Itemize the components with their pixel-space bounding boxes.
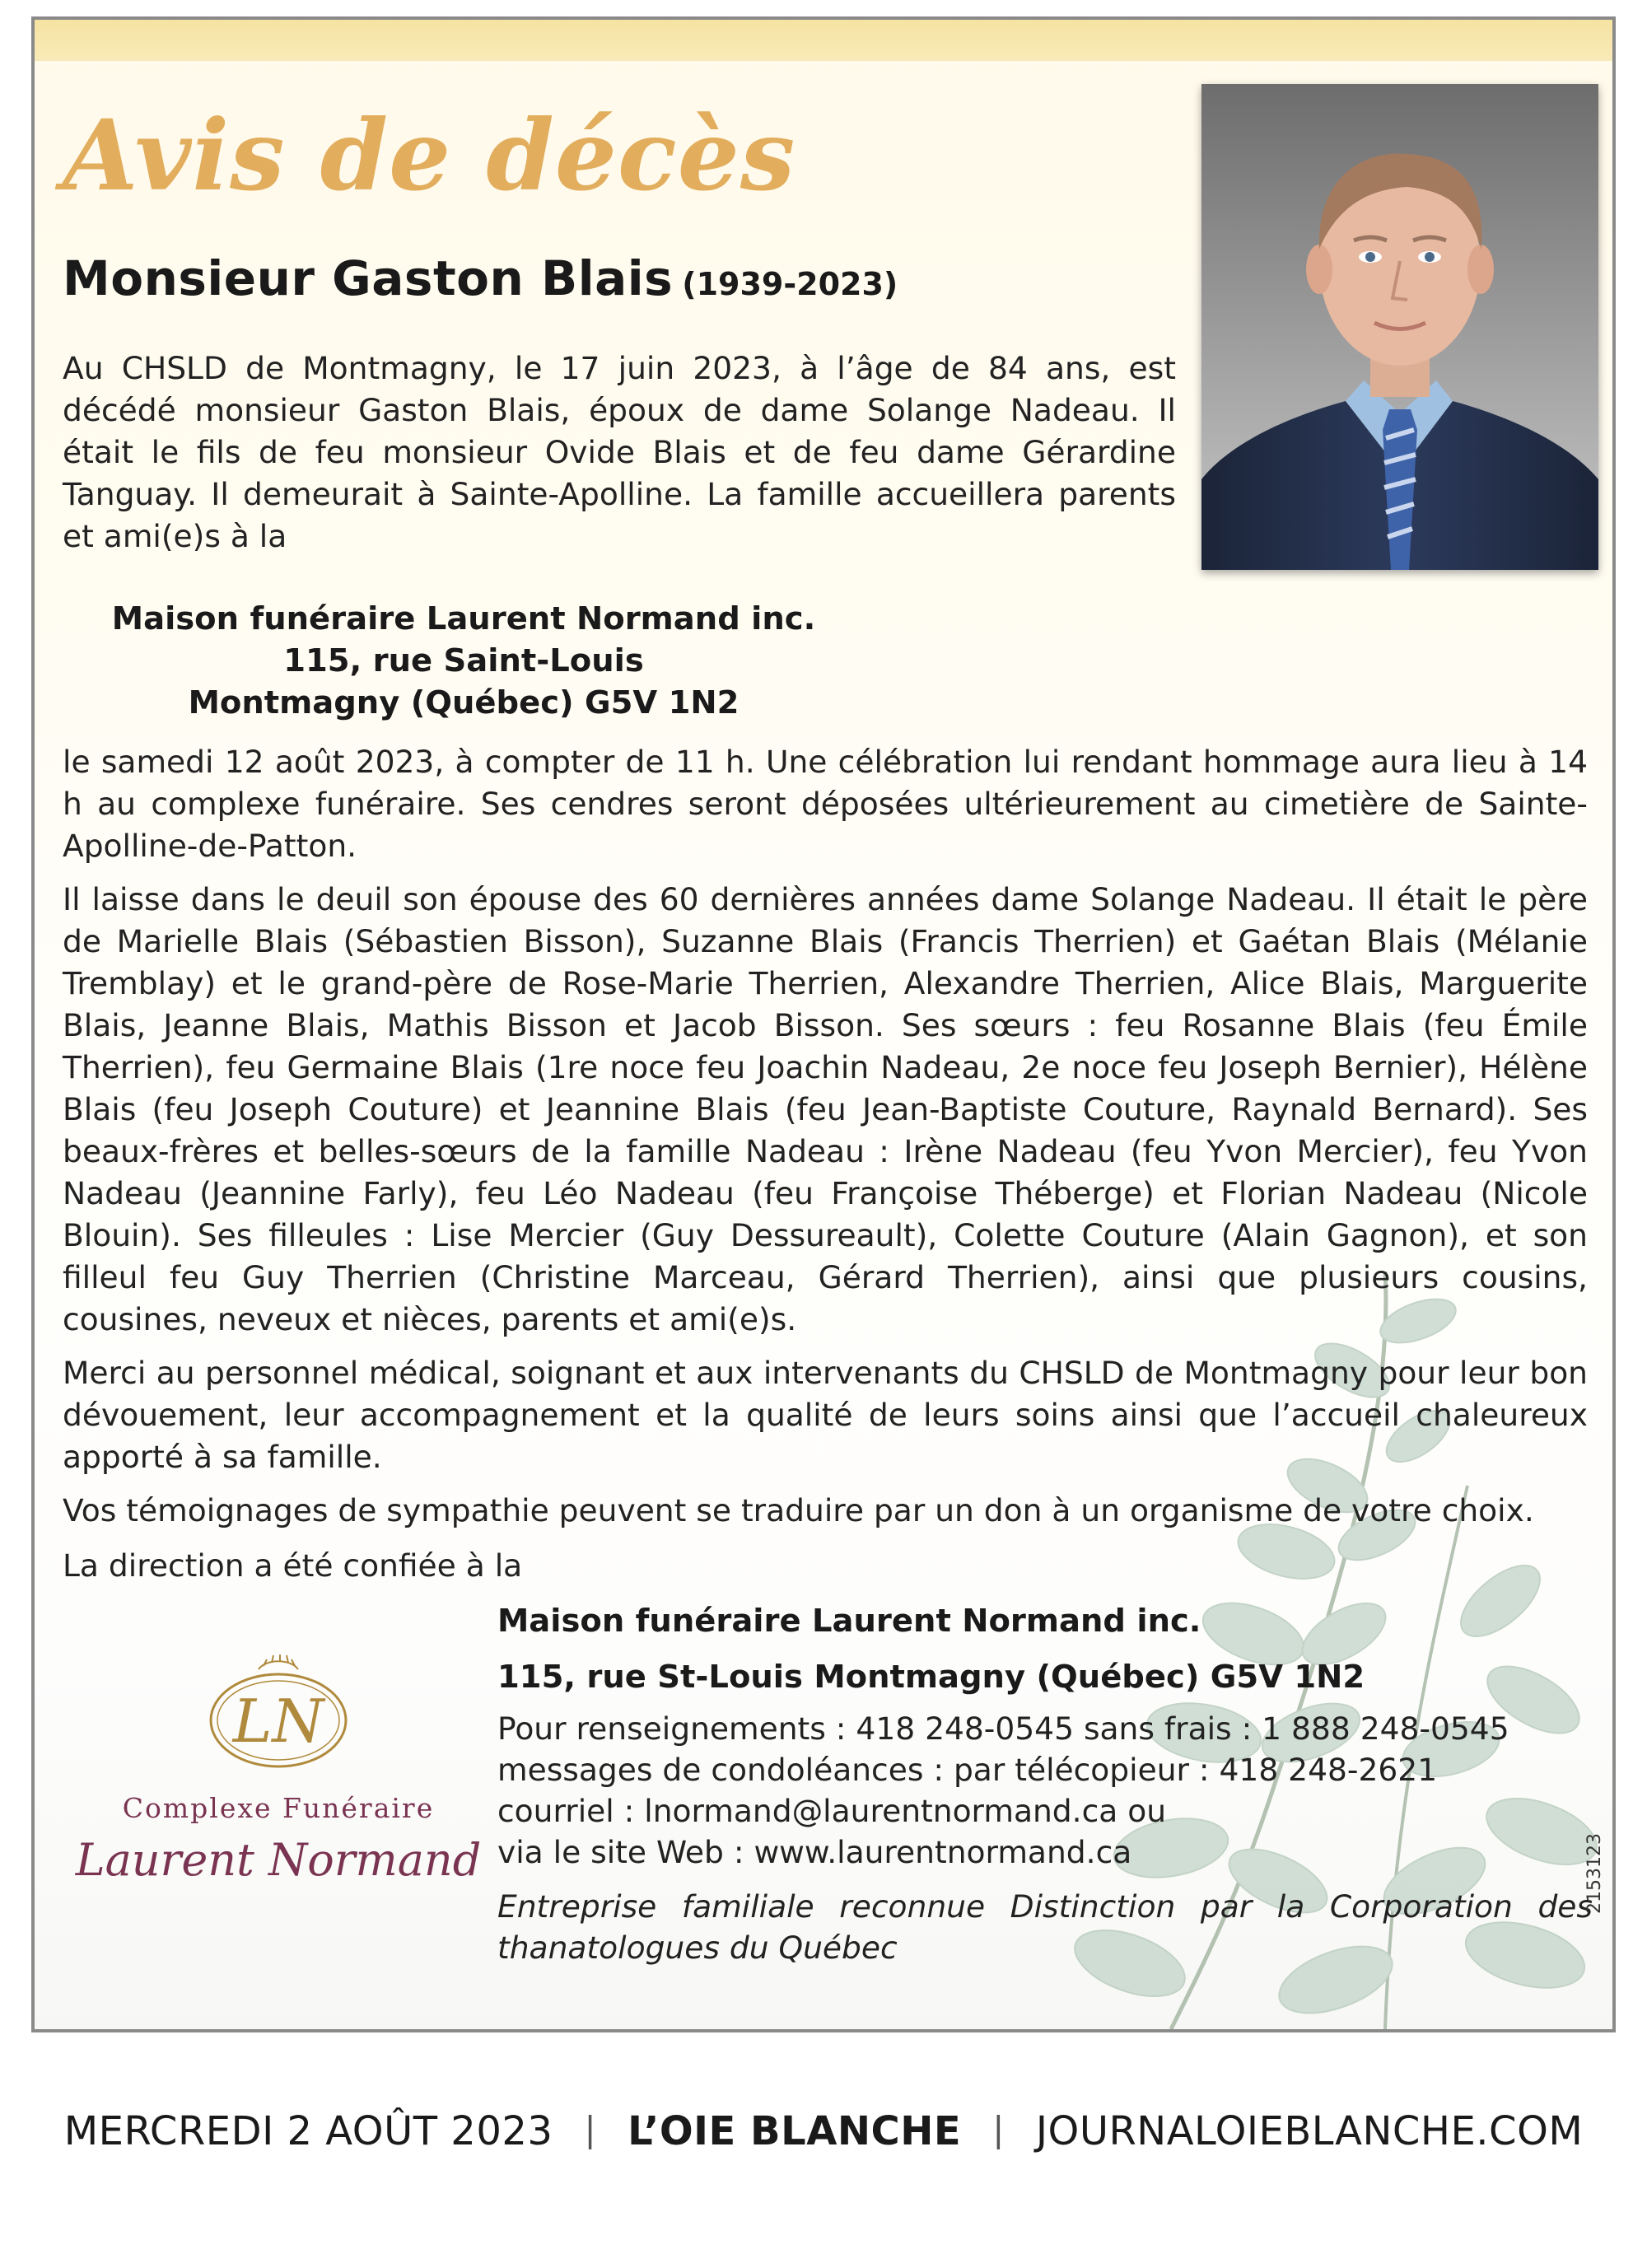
top-color-band [35,20,1612,61]
notice-title: Avis de décès [63,98,796,212]
deceased-name: Monsieur Gaston Blais [63,250,674,306]
obituary-notice [31,16,1616,2032]
portrait-photo-icon [1201,84,1598,570]
contact-address: 115, rue St-Louis Montmagny (Québec) G5V 1N2 [497,1659,1365,1696]
family-paragraph: Il laisse dans le deuil son épouse des 60 dernières années dame Solange Nadeau. Il était le père de Marielle Blais (Sébastien Bisson), Suzanne Blais (Francis Therrien) et Gaétan Blais (Mélanie Tremblay) et le grand-père de Rose-Marie Therrien, Alexandre Therrien, Alice Blais, Marguerite Blais, Jeanne Blais, Mathis Bisson et Jacob Bisson. Ses sœurs : feu Rosanne Blais (feu Émile Therrien), feu Germaine Blais (1re noce feu Joachin Nadeau, 2e noce feu Joseph Bernier), Hélène Blais (feu Joseph Couture) et Jeannine Blais (feu Jean-Baptiste Couture, Raynald Bernard). Ses beaux-frères et belles-sœurs de la famille Nadeau : Irène Nadeau (feu Yvon Mercier), feu Yvon Nadeau (Jeannine Farly), feu Léo Nadeau (feu Françoise Théberge) et Florian Nadeau (Nicole Blouin). Ses filleules : Lise Mercier (Guy Dessureault), Colette Couture (Alain Gagnon), et son filleul feu Guy Therrien (Christine Marceau, Gérard Therrien), ainsi que plusieurs cousins, cousines, neveux et nièces, parents et ami(e)s. [63,881,1588,1337]
email-line: courriel : lnormand@laurentnormand.ca ou [497,1793,1167,1829]
life-years: (1939-2023) [682,266,898,302]
footer-separator: | [584,2109,597,2149]
thanks-paragraph: Merci au personnel médical, soignant et aux intervenants du CHSLD de Montmagny pour leur bon dévouement, leur accompagnement et la qualité de leurs soins ainsi que l’accueil chaleureux apporté à sa famille. [63,1355,1588,1475]
logo-line-2: Laurent Normand [75,1834,482,1886]
contact-block [497,1601,1593,1968]
distinction-text: Entreprise familiale reconnue Distinction par la Corporation des thanatologues du Québec [497,1888,1593,1966]
funeral-home-name: Maison funéraire Laurent Normand inc. [111,600,816,637]
page-footer [0,2108,1647,2154]
logo-monogram: LN [232,1687,324,1756]
footer-separator: | [992,2109,1005,2149]
funeral-complex-logo [56,1646,501,1918]
contact-name: Maison funéraire Laurent Normand inc. [497,1603,1201,1640]
website-line: via le site Web : www.laurentnormand.ca [497,1834,1132,1870]
funeral-home-address [63,598,1616,724]
footer-date: MERCREDI 2 AOÛT 2023 [63,2108,553,2154]
logo-line-1: Complexe Funéraire [122,1792,435,1824]
funeral-home-city: Montmagny (Québec) G5V 1N2 [188,684,740,721]
direction-paragraph: La direction a été confiée à la [63,1547,523,1584]
intro-paragraph: Au CHSLD de Montmagny, le 17 juin 2023, à l’âge de 84 ans, est décédé monsieur Gaston Blais, époux de dame Solange Nadeau. Il était le fils de feu monsieur Ovide Blais et de feu dame Gérardine Tanguay. Il demeurait à Sainte-Apolline. La famille accueillera parents et ami(e)s à la [63,350,1176,554]
phone-line: Pour renseignements : 418 248-0545 sans frais : 1 888 248-0545 [497,1710,1509,1747]
deceased-name-line [63,250,898,306]
notice-body [63,741,1588,1598]
donation-paragraph: Vos témoignages de sympathie peuvent se traduire par un don à un organisme de votre choix. [63,1492,1534,1528]
fax-line: messages de condoléances : par télécopieur : 418 248-2621 [497,1752,1438,1788]
funeral-home-street: 115, rue Saint-Louis [283,642,644,679]
footer-newspaper-name: L’OIE BLANCHE [628,2108,962,2154]
ad-number: 2153123 [1584,1833,1605,1914]
footer-website: JOURNALOIEBLANCHE.COM [1035,2108,1584,2154]
ceremony-paragraph: le samedi 12 août 2023, à compter de 11 h. Une célébration lui rendant hommage aura lieu à 14 h au complexe funéraire. Ses cendres seront déposées ultérieurement au cimetière de Sainte-Apolline-de-Patton. [63,744,1588,864]
